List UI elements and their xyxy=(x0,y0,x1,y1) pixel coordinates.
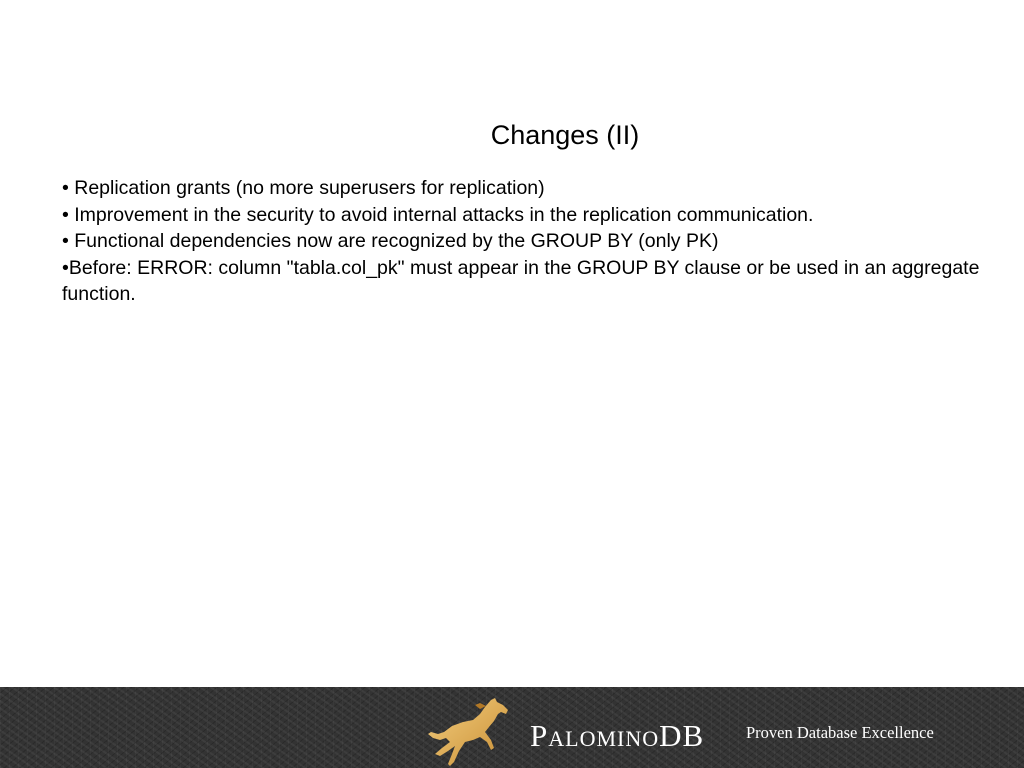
bullet-item: • Replication grants (no more superusers for replication) xyxy=(62,177,545,199)
footer-banner xyxy=(0,687,1024,768)
bullet-item: • Improvement in the security to avoid internal attacks in the replication communication. xyxy=(62,203,814,226)
brand-name: PalominoDB xyxy=(530,718,705,753)
slide-body xyxy=(62,175,997,308)
bullet-item: • Functional dependencies now are recognized by the GROUP BY (only PK) xyxy=(62,230,719,252)
slide-title: Changes (II) xyxy=(490,120,640,150)
brand-tagline: Proven Database Excellence xyxy=(746,723,934,742)
bullet-item: •Before: ERROR: column "tabla.col_pk" must appear in the GROUP BY clause or be used in an aggregate function. xyxy=(62,256,980,305)
horse-logo-icon xyxy=(428,696,510,768)
